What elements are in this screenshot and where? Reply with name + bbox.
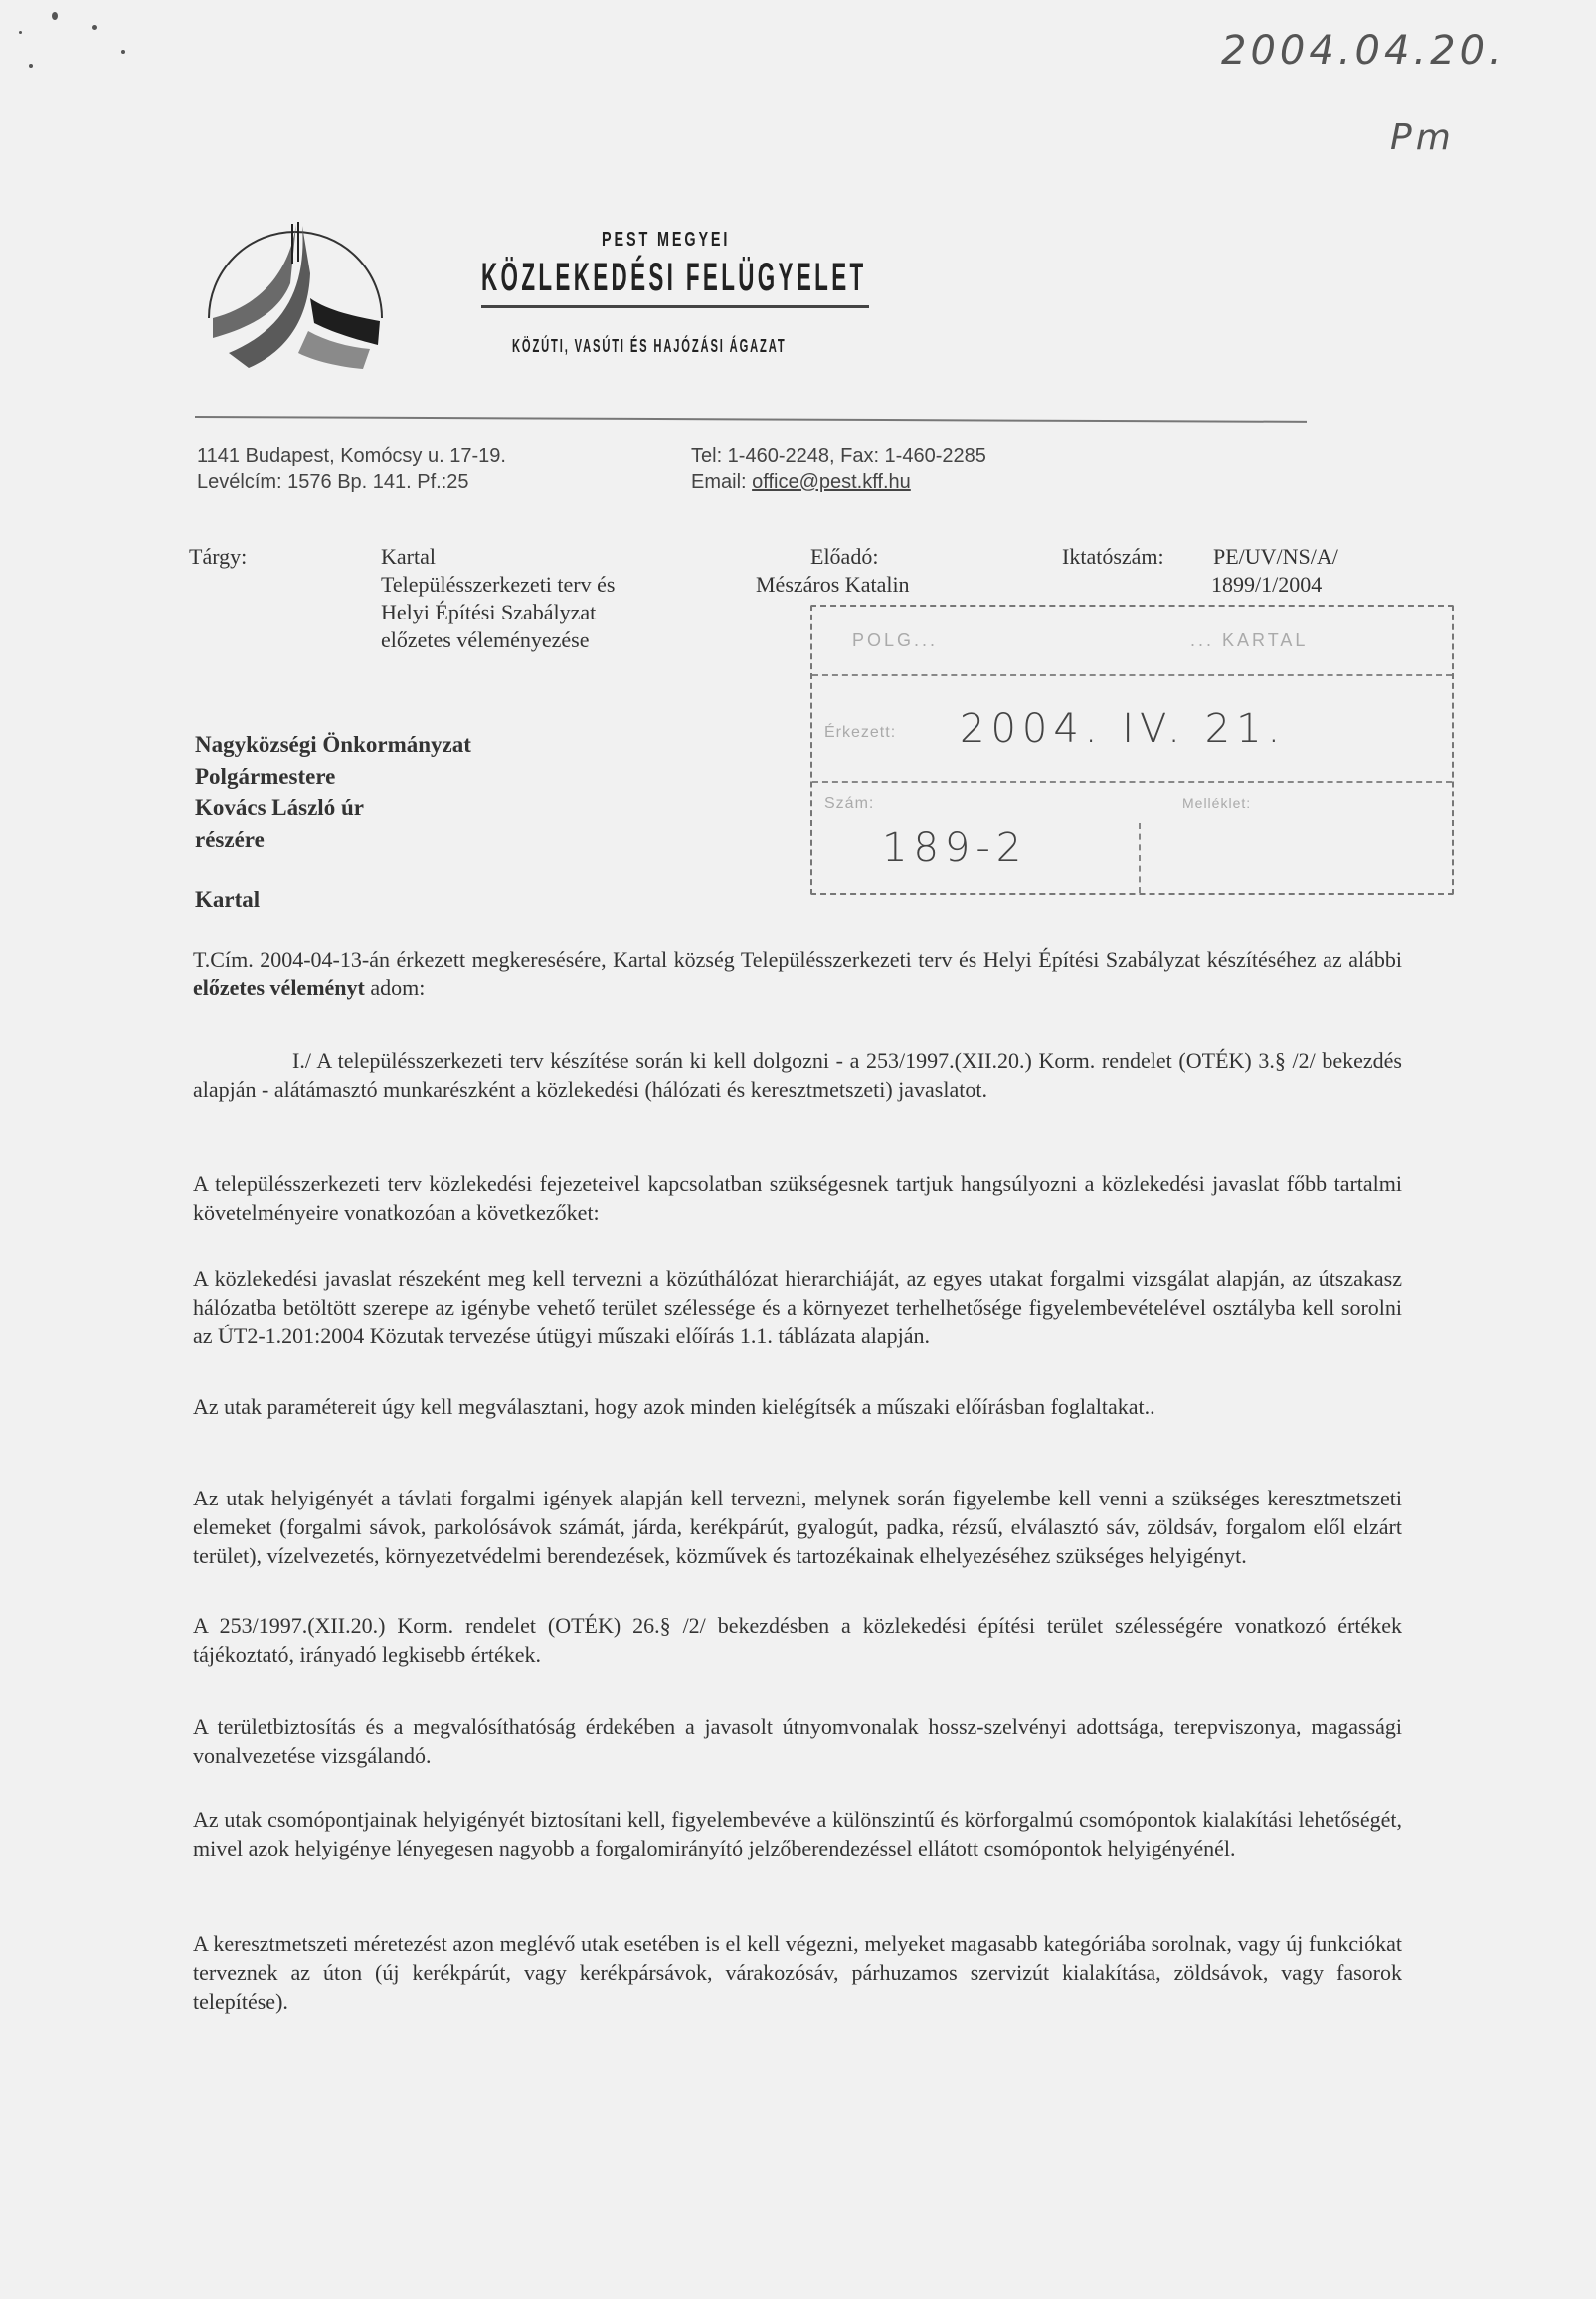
address-line1: 1141 Budapest, Komócsy u. 17-19.: [197, 445, 506, 467]
recipient-city: Kartal: [195, 887, 261, 912]
subject-line: Helyi Építési Szabályzat: [381, 600, 597, 624]
reference-line1: PE/UV/NS/A/: [1213, 544, 1338, 569]
paragraph-3b: Az utak paramétereit úgy kell megválasztani, hogy azok minden kielégítsék a műszaki előírásban foglaltakat..: [193, 1394, 1155, 1419]
paragraph-7: A keresztmetszeti méretezést azon meglévő utak esetében is el kell végezni, melyeket magasabb kategóriába sorolnak, vagy új funkciókat terveznek az úton (új kerékpárút, vagy kerékpársávok, várakozósáv, párhuzamos szervizút kialakítása, zöldsávok, vagy fasorok telepítése).: [193, 1931, 1402, 2014]
paragraph-4a: Az utak helyigényét a távlati forgalmi igények alapján kell tervezni, melynek során figyelembe kell venni a szükséges keresztmetszeti elemeket (forgalmi sávok, parkolósávok számát, járda, kerékpárút, gyalogút, padka, rézsű, elválasztó sáv, zöldsáv, forgalom elől elzárt terület), vízelvezetés, környezetvédelmi berendezések, közművek és tartozékainak elhelyezéséhez szükséges helyigényt.: [193, 1486, 1402, 1568]
stamp-received-date: 2004. IV. 21.: [960, 706, 1287, 752]
email-link[interactable]: office@pest.kff.hu: [752, 471, 911, 493]
handwritten-initials: Pm: [1390, 117, 1455, 158]
org-name-sub: KÖZÚTI, VASÚTI ÉS HAJÓZÁSI ÁGAZAT: [512, 336, 787, 356]
kff-logo-icon: [199, 204, 388, 373]
email-line: [691, 469, 986, 495]
paragraph-2: A településszerkezeti terv közlekedési fejezeteivel kapcsolatban szükségesnek tartjuk hangsúlyozni a közlekedési javaslat főbb tartalmi követelményeire vonatkozóan a következőket:: [193, 1171, 1402, 1225]
address-block: [197, 443, 506, 495]
subject-line: előzetes véleményezése: [381, 627, 590, 652]
stamp-attachment-label: Melléklet:: [1182, 796, 1252, 811]
letterhead-divider: [195, 416, 1307, 423]
stamp-vertical-divider: [1139, 823, 1141, 893]
reference-line2: 1899/1/2004: [1211, 572, 1323, 597]
stamp-received-label: Érkezett:: [824, 724, 897, 741]
stamp-header-right: ... KARTAL: [1190, 630, 1309, 650]
org-name-main: KÖZLEKEDÉSI FELÜGYELET: [481, 256, 867, 299]
presenter-label: Előadó:: [810, 544, 879, 569]
paragraph-1: I./ A településszerkezeti terv készítése során ki kell dolgozni - a 253/1997.(XII.20.) Korm. rendelet (OTÉK) 3.§ /2/ bekezdés alapján - alátámasztó munkarészként a közlekedési (hálózati és keresztmetszeti) javaslatot.: [193, 1048, 1402, 1102]
paragraph-5: A területbiztosítás és a megvalósíthatóság érdekében a javasolt útnyomvonalak hossz-szelvényi adottsága, terepviszonya, magassági vonalvezetése vizsgálandó.: [193, 1714, 1402, 1768]
stamp-divider: [812, 674, 1452, 676]
recipient-line: Kovács László úr: [195, 796, 364, 820]
org-name-underline: [481, 305, 869, 308]
intro-paragraph: [193, 945, 1402, 1002]
contact-block: [691, 443, 986, 495]
intro-text: T.Cím. 2004-04-13-án érkezett megkeresésére, Kartal község Településszerkezeti terv és Helyi Építési Szabályzat készítéséhez az alábbi: [193, 947, 1402, 972]
org-name-line1: PEST MEGYEI: [602, 229, 731, 251]
stamp-header-left: POLG...: [852, 630, 939, 650]
recipient-block: [195, 729, 471, 856]
subject-text: [381, 543, 615, 654]
recipient-line: Polgármestere: [195, 764, 336, 789]
subject-line: Településszerkezeti terv és: [381, 572, 616, 597]
stamp-divider: [812, 781, 1452, 783]
paragraph-6: Az utak csomópontjainak helyigényét biztosítani kell, figyelembevéve a különszintű és körforgalmú csomópontok kialakítási lehetőségét, mivel azok helyigénye lényegesen nagyobb a forgalomirányító jelzőberendezéssel ellátott csomópontok helyigényénél.: [193, 1807, 1402, 1860]
received-stamp: [810, 605, 1454, 895]
reference-label: Iktatószám:: [1062, 544, 1164, 569]
stamp-number-label: Szám:: [824, 796, 875, 812]
recipient-line: részére: [195, 827, 265, 852]
handwritten-date: 2004.04.20.: [1221, 28, 1506, 74]
paragraph-3a: A közlekedési javaslat részeként meg kell tervezni a közúthálózat hierarchiáját, az egyes utakat forgalmi vizsgálat alapján, az útszakasz hálózatba betöltött szerepe az igénybe vehető terület szélessége és a környezet terhelhetősége figyelembevételével osztályba kell sorolni az ÚT2-1.201:2004 Közutak tervezése útügyi műszaki előírás 1.1. táblázata alapján.: [193, 1266, 1402, 1348]
intro-emphasis: előzetes véleményt: [193, 975, 365, 1000]
recipient-line: Nagyközségi Önkormányzat: [195, 732, 471, 757]
presenter-name: Mészáros Katalin: [756, 572, 910, 597]
subject-label: Tárgy:: [189, 544, 248, 569]
stamp-number-value: 189-2: [882, 825, 1028, 871]
email-label: Email:: [691, 471, 753, 493]
address-line2: Levélcím: 1576 Bp. 141. Pf.:25: [197, 471, 469, 493]
phone-fax: Tel: 1-460-2248, Fax: 1-460-2285: [691, 445, 986, 467]
paragraph-4b: A 253/1997.(XII.20.) Korm. rendelet (OTÉK) 26.§ /2/ bekezdésben a közlekedési építési terület szélességére vonatkozó értékek tájékoztató, irányadó legkisebb értékek.: [193, 1613, 1402, 1667]
subject-line: Kartal: [381, 544, 436, 569]
intro-text-end: adom:: [364, 975, 426, 1000]
